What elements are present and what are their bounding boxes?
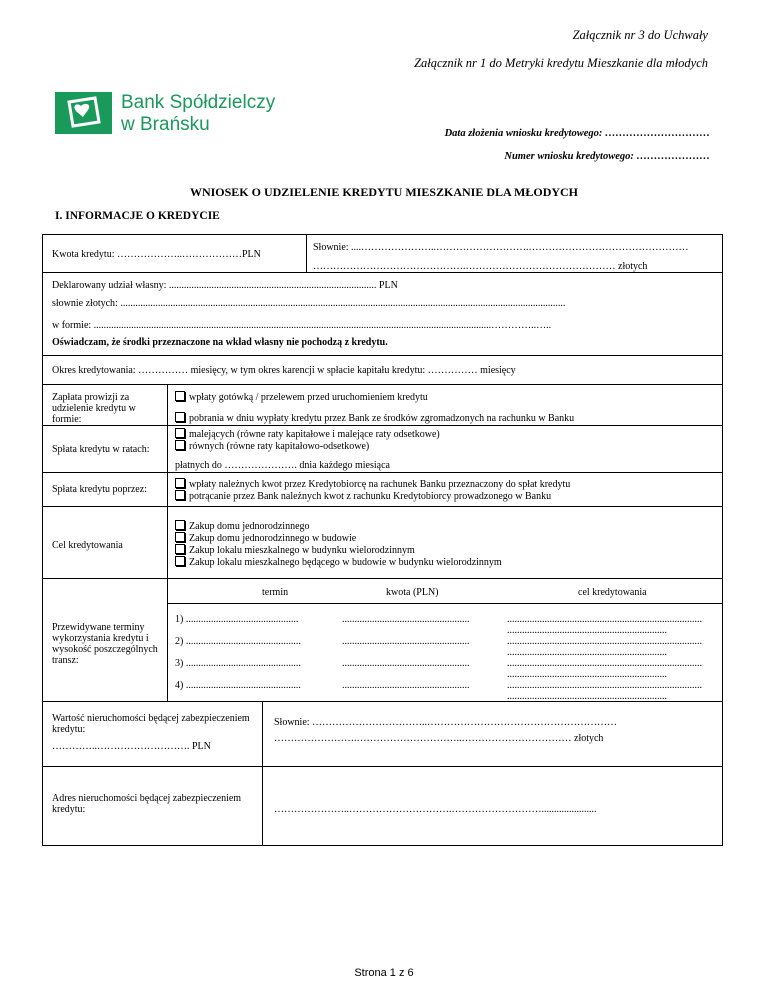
option-label: Zakup domu jednorodzinnego xyxy=(189,521,310,532)
tranche-purpose-1b[interactable]: ................................................................ xyxy=(507,625,667,636)
own-contribution-form[interactable]: w formie: ...............................................................................................................................................................…………..….. xyxy=(52,320,552,331)
section-title: I. INFORMACJE O KREDYCIE xyxy=(55,210,220,222)
commission-label: Zapłata prowizji za udzielenie kredytu w formie: xyxy=(52,392,136,425)
property-value-field[interactable]: …………..………………………. PLN xyxy=(52,741,211,752)
option-label: równych (równe raty kapitałowo-odsetkowe) xyxy=(189,441,370,452)
installments-decreasing[interactable] xyxy=(175,428,440,440)
checkbox[interactable] xyxy=(175,428,185,438)
checkbox[interactable] xyxy=(175,478,185,488)
purpose-house[interactable] xyxy=(175,520,310,532)
checkbox[interactable] xyxy=(175,532,185,542)
loan-amount-words[interactable]: Słownie: ....…………………..……………………….………………………………………… xyxy=(313,242,689,253)
tranche-amount-1[interactable]: ................................................... xyxy=(342,614,470,625)
tranche-purpose-2b[interactable]: ................................................................ xyxy=(507,647,667,658)
purpose-apartment[interactable] xyxy=(175,544,415,556)
tranche-purpose-3a[interactable]: .............................................................................. xyxy=(507,658,702,669)
loan-purpose-label: Cel kredytowania xyxy=(52,540,123,551)
property-value-zlotych[interactable]: …………………….…………………………..…………………………… złotych xyxy=(274,733,604,744)
application-date: Data złożenia wniosku kredytowego: ………………………… xyxy=(444,128,710,139)
tranche-date-4[interactable]: 4) .............................................. xyxy=(175,680,301,691)
own-contribution-words[interactable]: słownie złotych: .................................................................................................................................................................................. xyxy=(52,298,566,309)
repayment-method-label: Spłata kredytu poprzez: xyxy=(52,484,147,495)
form-title: WNIOSEK O UDZIELENIE KREDYTU MIESZKANIE DLA MŁODYCH xyxy=(189,185,579,199)
tranche-purpose-2a[interactable]: .............................................................................. xyxy=(507,636,702,647)
tranche-date-2[interactable]: 2) .............................................. xyxy=(175,636,301,647)
bank-logo-icon xyxy=(55,92,112,134)
checkbox[interactable] xyxy=(175,556,185,566)
bank-name-line2: w Brańsku xyxy=(121,114,210,135)
installments-equal[interactable] xyxy=(175,440,369,452)
option-label: Zakup lokalu mieszkalnego w budynku wielorodzinnym xyxy=(189,545,415,556)
option-label: Zakup lokalu mieszkalnego będącego w budowie w budynku wielorodzinnym xyxy=(189,557,502,568)
property-value-label: Wartość nieruchomości będącej zabezpieczeniem kredytu: xyxy=(52,713,250,735)
loan-amount-field[interactable]: Kwota kredytu: ………………..………………PLN xyxy=(52,249,261,260)
bank-name-line1: Bank Spółdzielczy xyxy=(121,92,276,113)
bank-name xyxy=(121,92,275,136)
tranche-col-amount: kwota (PLN) xyxy=(386,587,439,598)
tranche-col-date: termin xyxy=(262,587,289,598)
checkbox[interactable] xyxy=(175,412,185,422)
loan-amount-zlotych[interactable]: ……………………………………….……………………………………… złotych xyxy=(313,261,648,272)
property-value-words[interactable]: Słownie: ……………………………..………………………………………………… xyxy=(274,717,618,728)
tranche-amount-3[interactable]: ................................................... xyxy=(342,658,470,669)
option-label: malejących (równe raty kapitałowe i malejące raty odsetkowe) xyxy=(189,429,440,440)
checkbox[interactable] xyxy=(175,440,185,450)
option-label: wpłaty należnych kwot przez Kredytobiorcę na rachunek Banku przeznaczony do spłat kredytu xyxy=(189,479,571,490)
commission-option-cash[interactable] xyxy=(175,391,428,403)
option-label: wpłaty gotówką / przelewem przed uruchomieniem kredytu xyxy=(189,392,428,403)
repayment-option-debit[interactable] xyxy=(175,490,551,502)
loan-period-field[interactable]: Okres kredytowania: …………… miesięcy, w tym okres karencji w spłacie kapitału kredytu: …………… miesięcy xyxy=(52,365,516,376)
checkbox[interactable] xyxy=(175,544,185,554)
option-label: Zakup domu jednorodzinnego w budowie xyxy=(189,533,357,544)
purpose-apartment-construction[interactable] xyxy=(175,556,502,568)
tranches-label: Przewidywane terminy wykorzystania kredytu i wysokość poszczególnych transz: xyxy=(52,622,158,666)
property-address-label: Adres nieruchomości będącej zabezpieczeniem kredytu: xyxy=(52,793,242,815)
annex-line-2: Załącznik nr 1 do Metryki kredytu Mieszkanie dla młodych xyxy=(414,56,708,70)
tranche-purpose-1a[interactable]: .............................................................................. xyxy=(507,614,702,625)
page-number: Strona 1 z 6 xyxy=(354,967,414,979)
tranche-col-purpose: cel kredytowania xyxy=(578,587,647,598)
option-label: pobrania w dniu wypłaty kredytu przez Bank ze środków zgromadzonych na rachunku w Banku xyxy=(189,413,575,424)
tranche-amount-4[interactable]: ................................................... xyxy=(342,680,470,691)
annex-line-1: Załącznik nr 3 do Uchwały xyxy=(572,28,708,42)
checkbox[interactable] xyxy=(175,520,185,530)
tranche-date-1[interactable]: 1) ............................................. xyxy=(175,614,299,625)
purpose-house-construction[interactable] xyxy=(175,532,356,544)
checkbox[interactable] xyxy=(175,391,185,401)
payment-day-field[interactable]: płatnych do …………………. dnia każdego miesiąca xyxy=(175,460,390,471)
application-number: Numer wniosku kredytowego: ………………… xyxy=(504,151,710,162)
tranche-amount-2[interactable]: ................................................... xyxy=(342,636,470,647)
tranche-purpose-3b[interactable]: ................................................................ xyxy=(507,669,667,680)
option-label: potrącanie przez Bank należnych kwot z rachunku Kredytobiorcy prowadzonego w Banku xyxy=(189,491,552,502)
tranche-purpose-4b[interactable]: ................................................................ xyxy=(507,691,667,702)
repayment-option-transfer[interactable] xyxy=(175,478,570,490)
commission-option-deduct[interactable] xyxy=(175,412,574,424)
tranche-date-3[interactable]: 3) .............................................. xyxy=(175,658,301,669)
property-address-field[interactable]: …………………..………………………….………………………...................... xyxy=(274,804,597,815)
own-contribution-field[interactable]: Deklarowany udział własny: ................................................................................... PLN xyxy=(52,280,398,291)
own-contribution-statement: Oświadczam, że środki przeznaczone na wkład własny nie pochodzą z kredytu. xyxy=(52,337,388,348)
checkbox[interactable] xyxy=(175,490,185,500)
tranche-purpose-4a[interactable]: .............................................................................. xyxy=(507,680,702,691)
installments-label: Spłata kredytu w ratach: xyxy=(52,444,150,455)
